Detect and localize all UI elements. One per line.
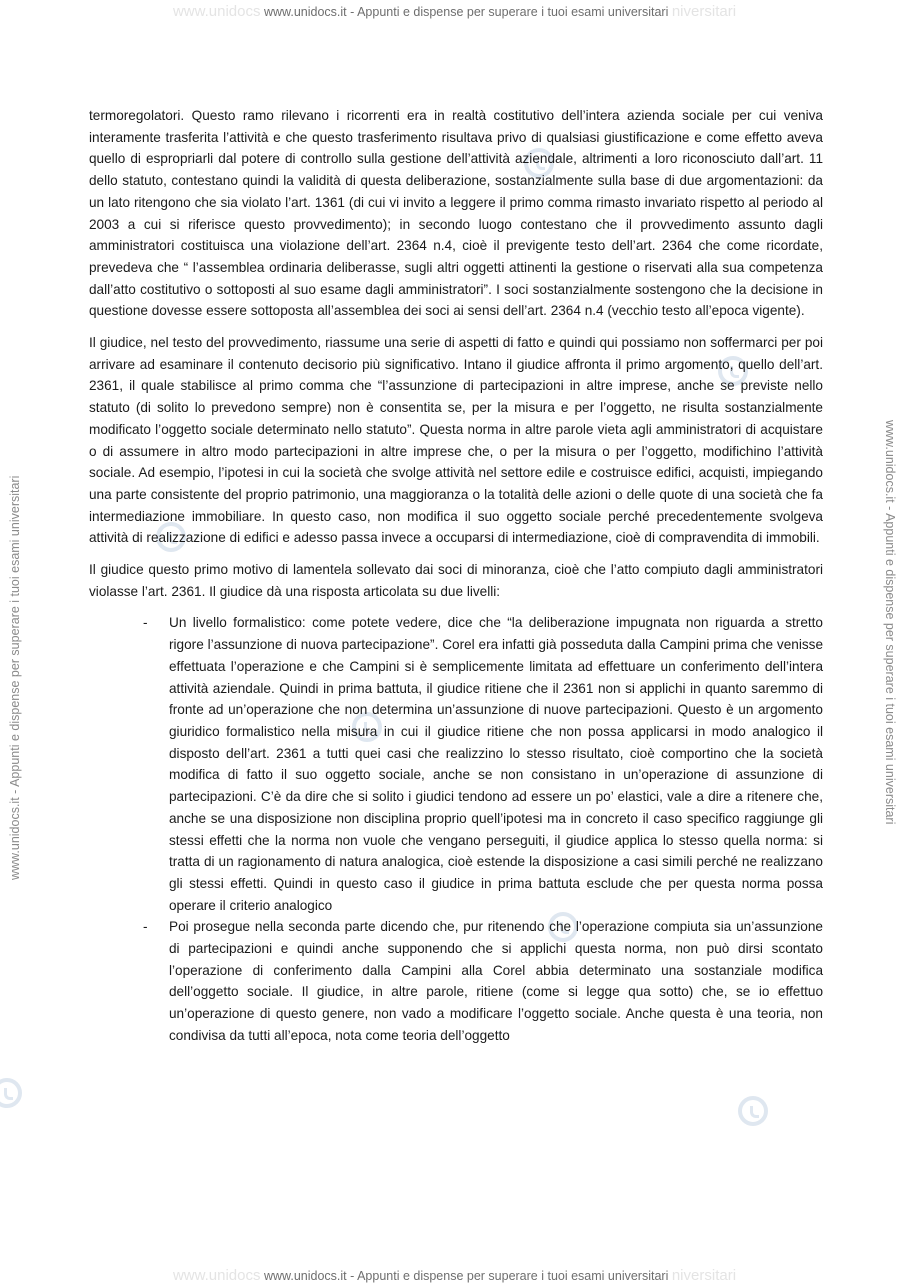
unidocs-logo-icon bbox=[0, 1078, 22, 1108]
footer-ghost-right: niversitari bbox=[671, 1267, 737, 1284]
page-footer-watermark bbox=[0, 1267, 909, 1287]
bullet-list bbox=[89, 612, 823, 1046]
document-body bbox=[89, 105, 823, 1047]
bullet-dash: - bbox=[143, 615, 148, 631]
bullet-dash: - bbox=[143, 919, 148, 935]
page-header-watermark bbox=[0, 3, 909, 23]
footer-text: www.unidocs.it - Appunti e dispense per superare i tuoi esami universitari bbox=[263, 1269, 669, 1283]
left-side-watermark: www.unidocs.it - Appunti e dispense per superare i tuoi esami universitari bbox=[8, 475, 22, 880]
footer-ghost-left: www.unidocs bbox=[172, 1267, 261, 1284]
header-text: www.unidocs.it - Appunti e dispense per superare i tuoi esami universitari bbox=[263, 5, 669, 19]
right-side-watermark: www.unidocs.it - Appunti e dispense per superare i tuoi esami universitari bbox=[883, 420, 897, 825]
list-item-text: Un livello formalistico: come potete vedere, dice che “la deliberazione impugnata non riguarda a stretto rigore l’assunzione di nuova partecipazione”. Corel era infatti già posseduta dalla Campini prima che venisse effettuata l’operazione e che Campini si è semplicemente limitata ad effettuare un conferimento dell’intera attività aziendale. Quindi in prima battuta, il giudice ritiene che il 2361 non si applichi in quanto saremmo di fronte ad un’operazione che non determina un’assunzione di nuove partecipazioni. Questo è un argomento giuridico formalistico nella misura in cui il giudice ritiene che non possa applicarsi in modo analogico il disposto dell’art. 2361 a tutti quei casi che realizzino lo stesso risultato, cioè comportino che la società modifica di fatto il suo oggetto sociale, anche se non consistano in un’operazione di assunzione di partecipazioni. C’è da dire che si solito i giudici tendono ad essere un po’ elastici, vale a dire a ritenere che, anche se una disposizione non disciplina proprio quell’ipotesi ma in concreto il caso specifico raggiunge gli stessi effetti che la norma non vuole che vengano perseguiti, il giudice applica lo stesso quella norma: si tratta di un ragionamento di natura analogica, cioè estende la disposizione a casi simili perché ne realizzano gli stessi effetti. Quindi in questo caso il giudice in prima battuta esclude che per questa norma possa operare il criterio analogico bbox=[169, 615, 823, 913]
list-item-text: Poi prosegue nella seconda parte dicendo che, pur ritenendo che l’operazione compiuta sia un’assunzione di partecipazioni e quindi anche supponendo che si applichi questa norma, non può dirsi scontato l’operazione di conferimento dalla Campini alla Corel abbia determinato una sostanziale modifica dell’oggetto sociale. Il giudice, in altre parole, ritiene (come si legge qua sotto) che, se io effettuo un’operazione di questo genere, non vado a modificare l’oggetto sociale. Anche questa è una teoria, non condivisa da tutti all’epoca, nota come teoria dell’oggetto bbox=[169, 919, 823, 1043]
header-ghost-right: niversitari bbox=[671, 3, 737, 20]
paragraph: Il giudice questo primo motivo di lamentela sollevato dai soci di minoranza, cioè che l’atto compiuto dagli amministratori violasse l’art. 2361. Il giudice dà una risposta articolata su due livelli: bbox=[89, 562, 823, 599]
paragraph: termoregolatori. Questo ramo rilevano i ricorrenti era in realtà costitutivo dell’intera azienda sociale per cui veniva interamente trasferita l’attività e che questo trasferimento risultava privo di qualsiasi giustificazione e come effetto aveva quello di espropriarli dal potere di controllo sulla gestione dell’attività aziendale, altrimenti a loro riconosciuto dall’art. 11 dello statuto, contestano quindi la validità di questa deliberazione, sostanzialmente sulla base di due argomentazioni: da un lato ritengono che sia violato l’art. 1361 (di cui vi invito a leggere il primo comma rimasto invariato rispetto al periodo al 2003 a cui si riferisce questo provvedimento); in secondo luogo contestano che il provvedimento assunto dagli amministratori costituisca una violazione dell’art. 2364 n.4, cioè il previgente testo dell’art. 2364 che come ricordate, prevedeva che “ l’assemblea ordinaria deliberasse, sugli altri oggetti attinenti la gestione o riservati alla sua competenza dall’atto costitutivo o sottoposti al suo esame dagli amministratori”. I soci sostanzialmente sostengono che la decisione in questione dovesse essere sottoposta all’assemblea dei soci ai sensi dell’art. 2364 n.4 (vecchio testo all’epoca vigente). bbox=[89, 108, 823, 319]
unidocs-logo-icon bbox=[738, 1096, 768, 1126]
header-ghost-left: www.unidocs bbox=[172, 3, 261, 20]
list-item bbox=[143, 916, 823, 1046]
paragraph: Il giudice, nel testo del provvedimento, riassume una serie di aspetti di fatto e quindi qui possiamo non soffermarci per poi arrivare ad esaminare il contenuto decisorio più significativo. Intano il giudice affronta il primo argomento, quello dell’art. 2361, il quale stabilisce al primo comma che “l’assunzione di partecipazioni in altre imprese, anche se previste nello statuto (di solito lo prevedono sempre) non è consentita se, per la misura e per l’oggetto, ne risulta sostanzialmente modificato l’oggetto sociale determinato nello statuto”. Questa norma in altre parole vieta agli amministratori di acquistare o di assumere in altro modo partecipazioni in altre imprese che, o per la misura o per l’oggetto, modifichino l’attività sociale. Ad esempio, l’ipotesi in cui la società che svolge attività nel settore edile e costruisce edifici, acquisti, impiegando una parte consistente del proprio patrimonio, una maggioranza o la totalità delle azioni o delle quote di una società che fa intermediazione immobiliare. In questo caso, non modifica il suo oggetto sociale perché precedentemente svolgeva attività di realizzazione di edifici e adesso passa invece a occuparsi di intermediazione, cioè di compravendita di immobili. bbox=[89, 335, 823, 546]
list-item bbox=[143, 612, 823, 916]
